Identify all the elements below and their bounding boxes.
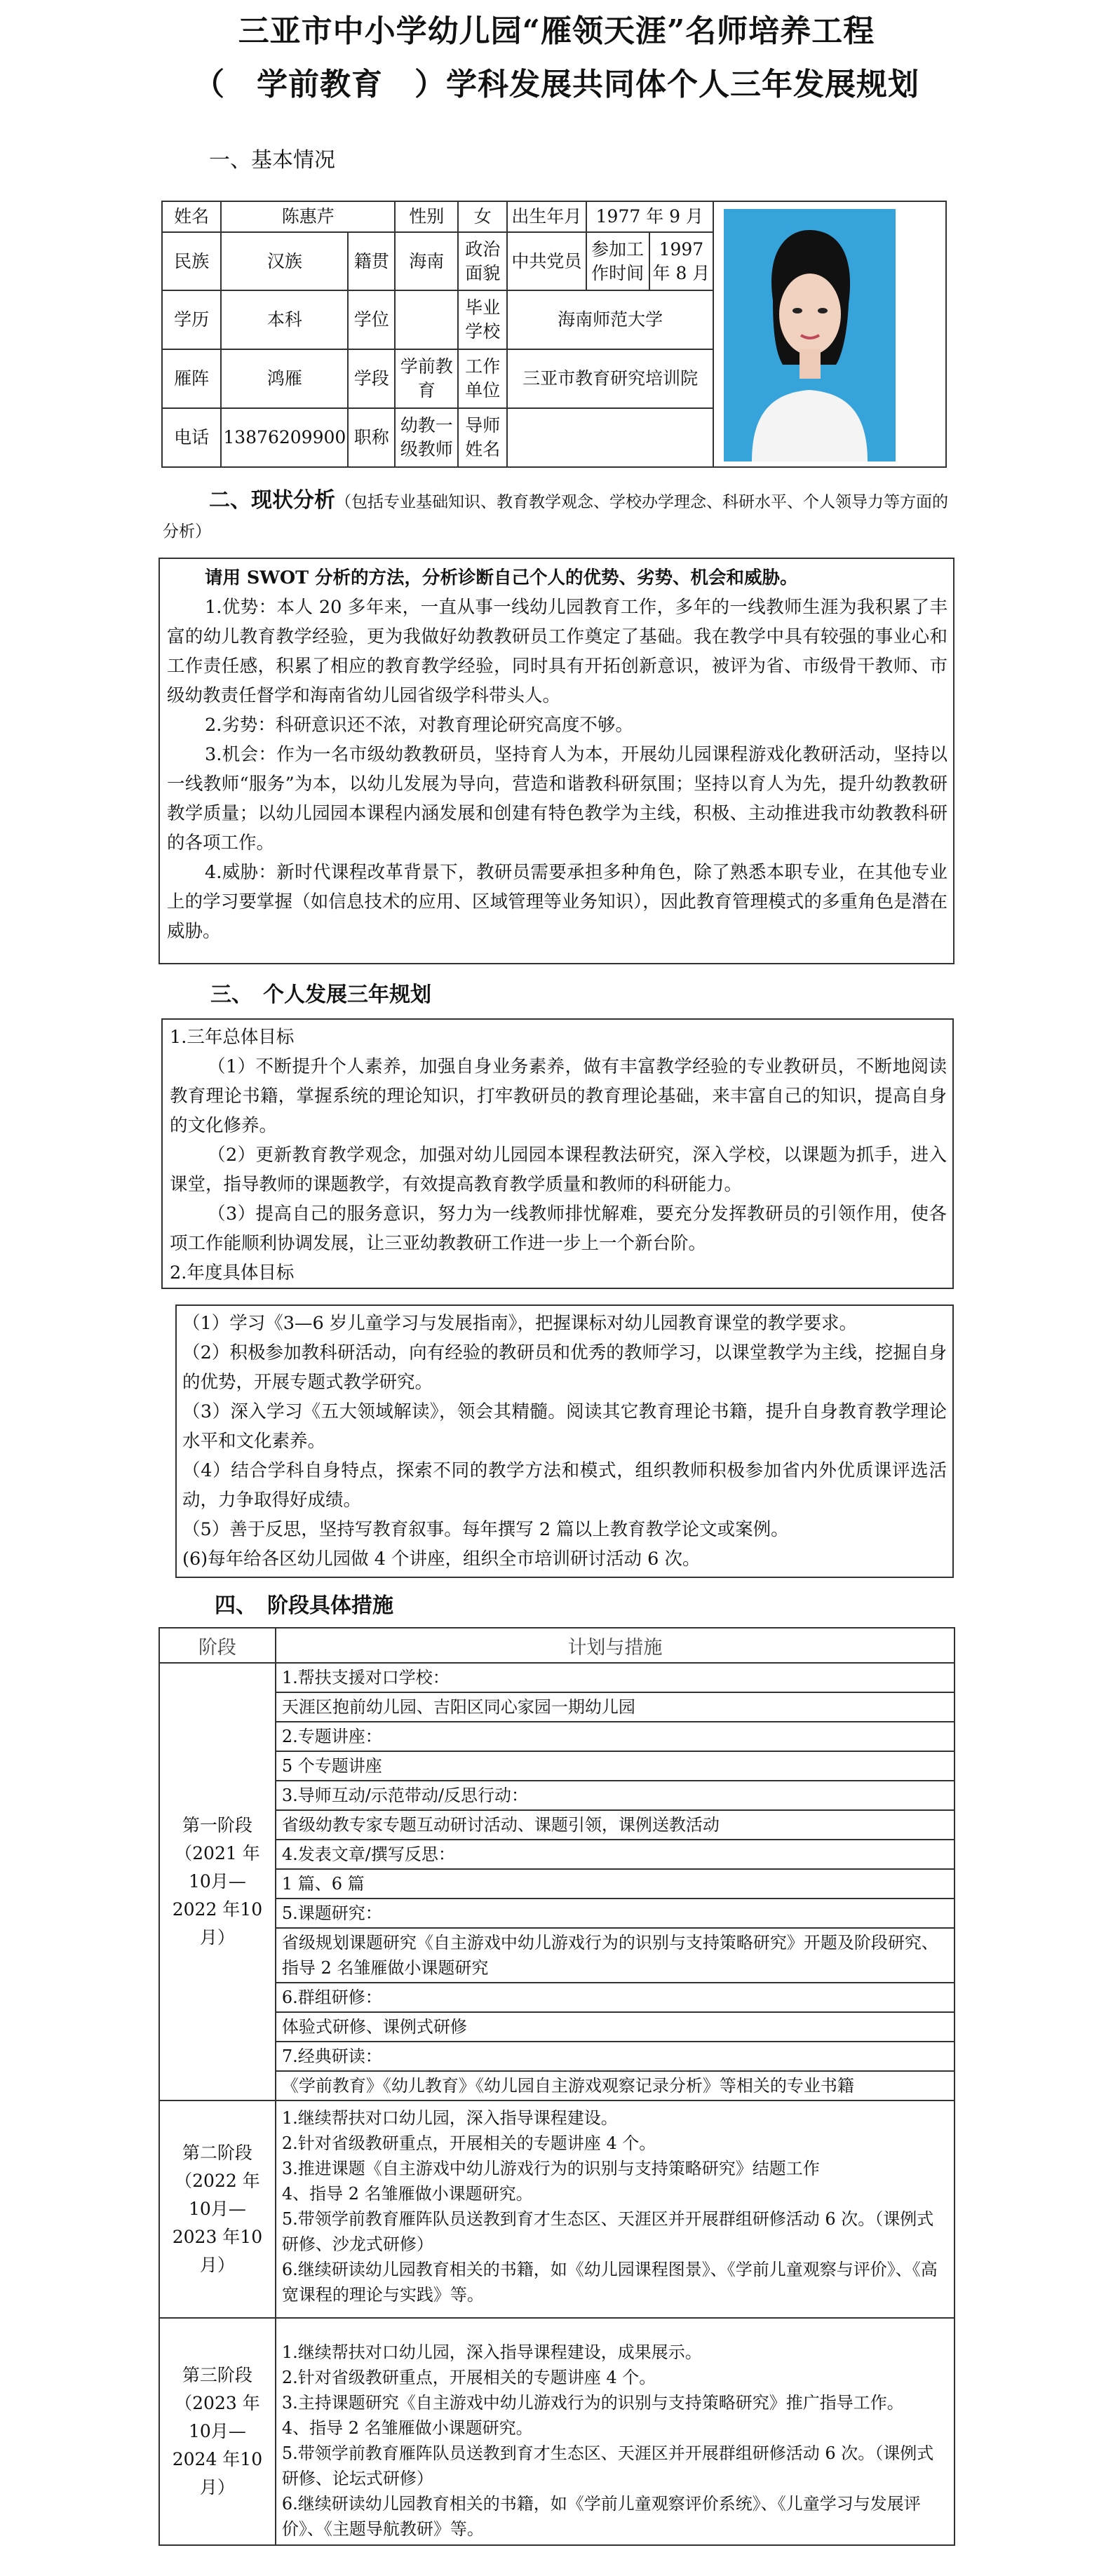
photo-cell — [713, 201, 946, 467]
value-native: 海南 — [395, 232, 458, 290]
stage2-item: 5.带领学前教育雁阵队员送教到育才生态区、天涯区并开展群组研修活动 6 次。（课例式研修、沙龙式研修） — [281, 2209, 934, 2254]
label-stage: 学段 — [348, 349, 395, 408]
stage1-row: 体验式研修、课例式研修 — [276, 2012, 955, 2042]
value-ethnicity: 汉族 — [221, 232, 348, 290]
value-title: 幼教一级教师 — [395, 408, 458, 467]
document-title-line2: （ 学前教育 ）学科发展共同体个人三年发展规划 — [194, 67, 919, 102]
value-name: 陈惠芹 — [221, 201, 395, 232]
value-stage: 学前教育 — [395, 349, 458, 408]
swot-box — [158, 558, 955, 964]
label-title: 职称 — [348, 408, 395, 467]
overall-goal-2: （2）更新教育教学观念，加强对幼儿园园本课程教法研究，深入学校，以课题为抓手，进入课堂，指导教师的课题教学，有效提高教育教学质量和教师的科研能力。 — [170, 1145, 947, 1195]
stage2-item: 6.继续研读幼儿园教育相关的书籍，如《幼儿园课程图景》、《学前儿童观察与评价》、《高宽课程的理论与实践》等。 — [281, 2260, 938, 2305]
annual-goal-4: （4）结合学科自身特点，探索不同的教学方法和模式，组织教师积极参加省内外优质课评选活动，力争取得好成绩。 — [182, 1460, 947, 1511]
overall-goal-1: （1）不断提升个人素养，加强自身业务素养，做有丰富教学经验的专业教研员，不断地阅读教育理论书籍，掌握系统的理论知识，打牢教研员的教育理论基础，来丰富自己的知识，提高自身的文化修养。 — [170, 1056, 947, 1136]
annual-goal-6: (6)每年给各区幼儿园做 4 个讲座，组织全市培训研讨活动 6 次。 — [182, 1549, 701, 1570]
label-ethnicity: 民族 — [162, 232, 221, 290]
stage3-item: 4、指导 2 名雏雁做小课题研究。 — [281, 2418, 533, 2438]
measures-table — [158, 1627, 955, 2546]
section-status-note: （包括专业基础知识、教育教学观念、学校办学理念、科研水平、个人领导力等方面的分析） — [163, 493, 948, 541]
stage3-item: 1.继续帮扶对口幼儿园，深入指导课程建设，成果展示。 — [281, 2342, 702, 2362]
label-political: 政治面貌 — [458, 232, 507, 290]
value-political: 中共党员 — [507, 232, 586, 290]
value-work-start: 1997 年 8 月 — [649, 232, 713, 290]
stage3-item: 6.继续研读幼儿园教育相关的书籍，如《学前儿童观察评价系统》、《儿童学习与发展评价》、《主题导航教研》等。 — [281, 2494, 921, 2539]
value-phone: 13876209900 — [221, 408, 348, 467]
value-birth: 1977 年 9 月 — [586, 201, 713, 232]
annual-goal-2: （2）积极参加教科研活动，向有经验的教研员和优秀的教师学习，以课堂教学为主线，挖掘自身的优势，开展专题式教学研究。 — [182, 1342, 947, 1393]
label-education: 学历 — [162, 290, 221, 349]
stage2-content — [276, 2100, 955, 2318]
stage2-item: 3.推进课题《自主游戏中幼儿游戏行为的识别与支持策略研究》结题工作 — [281, 2159, 820, 2178]
swot-weakness: 2.劣势：科研意识还不浓，对教育理论研究高度不够。 — [205, 715, 633, 736]
section-basic-info-heading: 一、基本情况 — [209, 148, 335, 173]
document-title-line1: 三亚市中小学幼儿园“雁领天涯”名师培养工程 — [238, 13, 875, 49]
label-gender: 性别 — [395, 201, 458, 232]
annual-goal-3: （3）深入学习《五大领域解读》，领会其精髓。阅读其它教育理论书籍，提升自身教育教学理论水平和文化素养。 — [182, 1401, 947, 1452]
annual-goal-1: （1）学习《3—6 岁儿童学习与发展指南》，把握课标对幼儿园教育课堂的教学要求。 — [182, 1313, 858, 1334]
stage1-row: 《学前教育》《幼儿教育》《幼儿园自主游戏观察记录分析》等相关的专业书籍 — [276, 2071, 955, 2100]
value-formation: 鸿雁 — [221, 349, 348, 408]
stage1-row: 7.经典研读： — [276, 2042, 955, 2071]
stage1-label: 第一阶段（2021 年10月—2022 年10月） — [159, 1663, 276, 2100]
stage2-item: 2.针对省级教研重点，开展相关的专题讲座 4 个。 — [281, 2133, 656, 2153]
label-mentor: 导师姓名 — [458, 408, 507, 467]
swot-threat: 4.威胁：新时代课程改革背景下，教研员需要承担多种角色，除了熟悉本职专业，在其他专业上的学习要掌握（如信息技术的应用、区域管理等业务知识），因此教育管理模式的多重角色是潜在威胁。 — [167, 862, 947, 942]
stage1-row: 1.帮扶支援对口学校： — [276, 1663, 955, 1692]
value-unit: 三亚市教育研究培训院 — [507, 349, 713, 408]
overall-goals-title: 1.三年总体目标 — [170, 1027, 295, 1048]
col-plan-header: 计划与措施 — [276, 1628, 955, 1663]
swot-strength: 1.优势：本人 20 多年来，一直从事一线幼儿园教育工作，多年的一线教师生涯为我积累了丰富的幼儿教育教学经验，更为我做好幼教教研员工作奠定了基础。我在教学中具有较强的事业心和工作责任感，积累了相应的教育教学经验，同时具有开拓创新意识，被评为省、市级骨干教师、市级幼教责任督学和海南省幼儿园省级学科带头人。 — [167, 597, 947, 706]
stage1-row: 省级幼教专家专题互动研讨活动、课题引领，课例送教活动 — [276, 1810, 955, 1840]
label-degree: 学位 — [348, 290, 395, 349]
swot-intro: 请用 SWOT 分析的方法，分析诊断自己个人的优势、劣势、机会和威胁。 — [205, 567, 798, 588]
stage1-row: 1 篇、6 篇 — [276, 1869, 955, 1899]
stage2-item: 4、指导 2 名雏雁做小课题研究。 — [281, 2184, 533, 2204]
section-plan-heading: 三、 个人发展三年规划 — [210, 983, 431, 1007]
value-mentor — [507, 408, 713, 467]
value-gender: 女 — [458, 201, 507, 232]
overall-goal-3: （3）提高自己的服务意识，努力为一线教师排忧解难，要充分发挥教研员的引领作用，使各项工作能顺利协调发展，让三亚幼教教研工作进一步上一个新台阶。 — [170, 1203, 947, 1254]
section-status-heading-block — [163, 487, 948, 547]
section-measures-heading: 四、 阶段具体措施 — [215, 1593, 393, 1618]
stage1-row: 2.专题讲座： — [276, 1722, 955, 1751]
stage1-row: 4.发表文章/撰写反思： — [276, 1840, 955, 1869]
stage1-row: 省级规划课题研究《自主游戏中幼儿游戏行为的识别与支持策略研究》开题及阶段研究、指导 2 名雏雁做小课题研究 — [276, 1928, 955, 1983]
stage2-label: 第二阶段（2022 年10月—2023 年10月） — [159, 2100, 276, 2318]
label-unit: 工作单位 — [458, 349, 507, 408]
portrait-photo — [724, 209, 896, 461]
value-school: 海南师范大学 — [507, 290, 713, 349]
label-formation: 雁阵 — [162, 349, 221, 408]
label-name: 姓名 — [162, 201, 221, 232]
value-education: 本科 — [221, 290, 348, 349]
annual-goal-5: （5）善于反思，坚持写教育叙事。每年撰写 2 篇以上教育教学论文或案例。 — [182, 1519, 789, 1540]
stage1-row: 5 个专题讲座 — [276, 1751, 955, 1781]
stage1-row: 3.导师互动/示范带动/反思行动： — [276, 1781, 955, 1810]
basic-info-table — [161, 201, 947, 468]
stage1-row: 5.课题研究： — [276, 1899, 955, 1928]
stage1-row: 天涯区抱前幼儿园、吉阳区同心家园一期幼儿园 — [276, 1692, 955, 1722]
stage3-content — [276, 2318, 955, 2545]
stage3-item: 2.针对省级教研重点，开展相关的专题讲座 4 个。 — [281, 2368, 656, 2387]
stage3-label: 第三阶段（2023 年10月—2024 年10月） — [159, 2318, 276, 2545]
stage1-row: 6.群组研修： — [276, 1983, 955, 2012]
label-native: 籍贯 — [348, 232, 395, 290]
overall-goals-box — [161, 1018, 954, 1289]
stage2-item: 1.继续帮扶对口幼儿园，深入指导课程建设。 — [281, 2108, 618, 2128]
label-phone: 电话 — [162, 408, 221, 467]
label-school: 毕业学校 — [458, 290, 507, 349]
annual-goals-title: 2.年度具体目标 — [170, 1262, 295, 1283]
annual-goals-box — [175, 1304, 954, 1578]
col-stage-header: 阶段 — [159, 1628, 276, 1663]
stage3-item: 3.主持课题研究《自主游戏中幼儿游戏行为的识别与支持策略研究》推广指导工作。 — [281, 2393, 904, 2413]
swot-opportunity: 3.机会：作为一名市级幼教教研员，坚持育人为本，开展幼儿园课程游戏化教研活动，坚持以一线教师“服务”为本，以幼儿发展为导向，营造和谐教科研氛围；坚持以育人为先，提升幼教教研教学质量；以幼儿园园本课程内涵发展和创建有特色教学为主线，积极、主动推进我市幼教教科研的各项工作。 — [167, 744, 947, 854]
label-work-start: 参加工作时间 — [586, 232, 649, 290]
label-birth: 出生年月 — [507, 201, 586, 232]
stage3-item: 5.带领学前教育雁阵队员送教到育才生态区、天涯区并开展群组研修活动 6 次。（课例式研修、论坛式研修） — [281, 2443, 934, 2488]
value-degree — [395, 290, 458, 349]
section-status-heading: 二、现状分析 — [209, 488, 335, 513]
